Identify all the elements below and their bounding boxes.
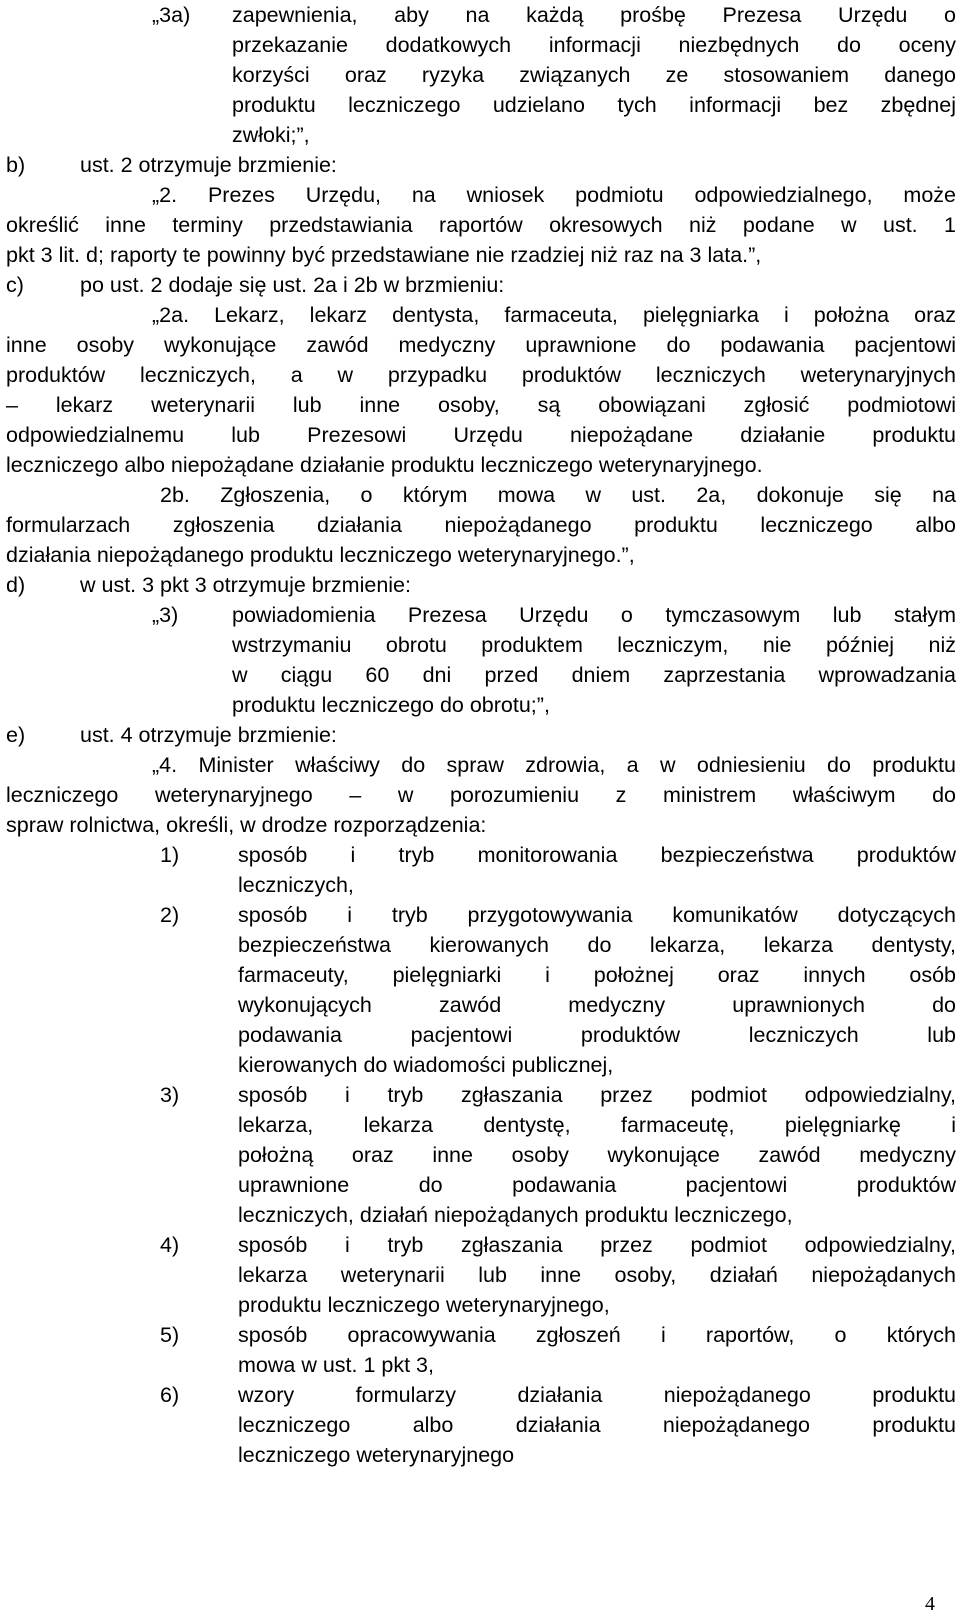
text-line: określić inne terminy przedstawiania raportów okresowych niż podane w ust. 1 bbox=[6, 213, 956, 237]
item-label: 3) bbox=[160, 1083, 180, 1107]
text-line: podawania pacjentowi produktów leczniczych lub bbox=[238, 1023, 956, 1047]
text-line: mowa w ust. 1 pkt 3, bbox=[238, 1353, 434, 1377]
text-line: powiadomienia Prezesa Urzędu o tymczasowym lub stałym bbox=[232, 603, 956, 627]
text-line: „4. Minister właściwy do spraw zdrowia, a w odniesieniu do produktu bbox=[152, 753, 956, 777]
text-line: inne osoby wykonujące zawód medyczny uprawnione do podawania pacjentowi bbox=[6, 333, 956, 357]
text-line: sposób opracowywania zgłoszeń i raportów, o których bbox=[238, 1323, 956, 1347]
text-line: położną oraz inne osoby wykonujące zawód medyczny bbox=[238, 1143, 956, 1167]
text-line: po ust. 2 dodaje się ust. 2a i 2b w brzmieniu: bbox=[80, 273, 505, 297]
text-line: lekarza weterynarii lub inne osoby, działań niepożądanych bbox=[238, 1263, 956, 1287]
text-line: w ust. 3 pkt 3 otrzymuje brzmienie: bbox=[80, 573, 411, 597]
item-label: d) bbox=[6, 573, 26, 597]
item-label: 1) bbox=[160, 843, 180, 867]
text-line: odpowiedzialnemu lub Prezesowi Urzędu niepożądane działanie produktu bbox=[6, 423, 956, 447]
text-line: leczniczych, działań niepożądanych produktu leczniczego, bbox=[238, 1203, 793, 1227]
item-label: 6) bbox=[160, 1383, 180, 1407]
text-line: wstrzymaniu obrotu produktem leczniczym, nie później niż bbox=[232, 633, 956, 657]
text-line: sposób i tryb zgłaszania przez podmiot odpowiedzialny, bbox=[238, 1083, 956, 1107]
text-line: produktu leczniczego weterynaryjnego, bbox=[238, 1293, 610, 1317]
item-label: „3) bbox=[152, 603, 179, 627]
item-label: 5) bbox=[160, 1323, 180, 1347]
page-number: 4 bbox=[925, 1593, 935, 1615]
text-line: formularzach zgłoszenia działania niepożądanego produktu leczniczego albo bbox=[6, 513, 956, 537]
text-line: kierowanych do wiadomości publicznej, bbox=[238, 1053, 614, 1077]
text-line: działania niepożądanego produktu leczniczego weterynaryjnego.”, bbox=[6, 543, 635, 567]
text-line: leczniczego weterynaryjnego – w porozumieniu z ministrem właściwym do bbox=[6, 783, 956, 807]
text-line: przekazanie dodatkowych informacji niezbędnych do oceny bbox=[232, 33, 956, 57]
item-label: 4) bbox=[160, 1233, 180, 1257]
text-line: zapewnienia, aby na każdą prośbę Prezesa Urzędu o bbox=[232, 3, 956, 27]
text-line: sposób i tryb monitorowania bezpieczeństwa produktów bbox=[238, 843, 956, 867]
text-line: „2. Prezes Urzędu, na wniosek podmiotu odpowiedzialnego, może bbox=[152, 183, 956, 207]
item-label: „3a) bbox=[152, 3, 191, 27]
text-line: leczniczego albo działania niepożądanego produktu bbox=[238, 1413, 956, 1437]
text-line: produktów leczniczych, a w przypadku produktów leczniczych weterynaryjnych bbox=[6, 363, 956, 387]
text-line: zwłoki;”, bbox=[232, 123, 310, 147]
item-label: e) bbox=[6, 723, 26, 747]
text-line: wzory formularzy działania niepożądanego produktu bbox=[238, 1383, 956, 1407]
text-line: w ciągu 60 dni przed dniem zaprzestania wprowadzania bbox=[232, 663, 956, 687]
text-line: leczniczego weterynaryjnego bbox=[238, 1443, 515, 1467]
text-line: „2a. Lekarz, lekarz dentysta, farmaceuta, pielęgniarka i położna oraz bbox=[152, 303, 956, 327]
text-line: spraw rolnictwa, określi, w drodze rozporządzenia: bbox=[6, 813, 487, 837]
text-line: ust. 4 otrzymuje brzmienie: bbox=[80, 723, 337, 747]
text-line: sposób i tryb zgłaszania przez podmiot odpowiedzialny, bbox=[238, 1233, 956, 1257]
item-label: 2) bbox=[160, 903, 180, 927]
text-line: ust. 2 otrzymuje brzmienie: bbox=[80, 153, 337, 177]
text-line: bezpieczeństwa kierowanych do lekarza, lekarza dentysty, bbox=[238, 933, 956, 957]
text-line: farmaceuty, pielęgniarki i położnej oraz innych osób bbox=[238, 963, 956, 987]
item-label: b) bbox=[6, 153, 26, 177]
text-line: wykonujących zawód medyczny uprawnionych do bbox=[238, 993, 956, 1017]
text-line: lekarza, lekarza dentystę, farmaceutę, pielęgniarkę i bbox=[238, 1113, 956, 1137]
text-line: sposób i tryb przygotowywania komunikatów dotyczących bbox=[238, 903, 956, 927]
item-label: c) bbox=[6, 273, 24, 297]
text-line: korzyści oraz ryzyka związanych ze stosowaniem danego bbox=[232, 63, 956, 87]
text-line: pkt 3 lit. d; raporty te powinny być przedstawiane nie rzadziej niż raz na 3 lata.”, bbox=[6, 243, 762, 267]
text-line: – lekarz weterynarii lub inne osoby, są obowiązani zgłosić podmiotowi bbox=[6, 393, 956, 417]
text-line: 2b. Zgłoszenia, o którym mowa w ust. 2a, dokonuje się na bbox=[160, 483, 956, 507]
text-line: produktu leczniczego do obrotu;”, bbox=[232, 693, 550, 717]
text-line: produktu leczniczego udzielano tych informacji bez zbędnej bbox=[232, 93, 956, 117]
text-line: leczniczych, bbox=[238, 873, 354, 897]
text-line: uprawnione do podawania pacjentowi produktów bbox=[238, 1173, 956, 1197]
text-line: leczniczego albo niepożądane działanie produktu leczniczego weterynaryjnego. bbox=[6, 453, 763, 477]
